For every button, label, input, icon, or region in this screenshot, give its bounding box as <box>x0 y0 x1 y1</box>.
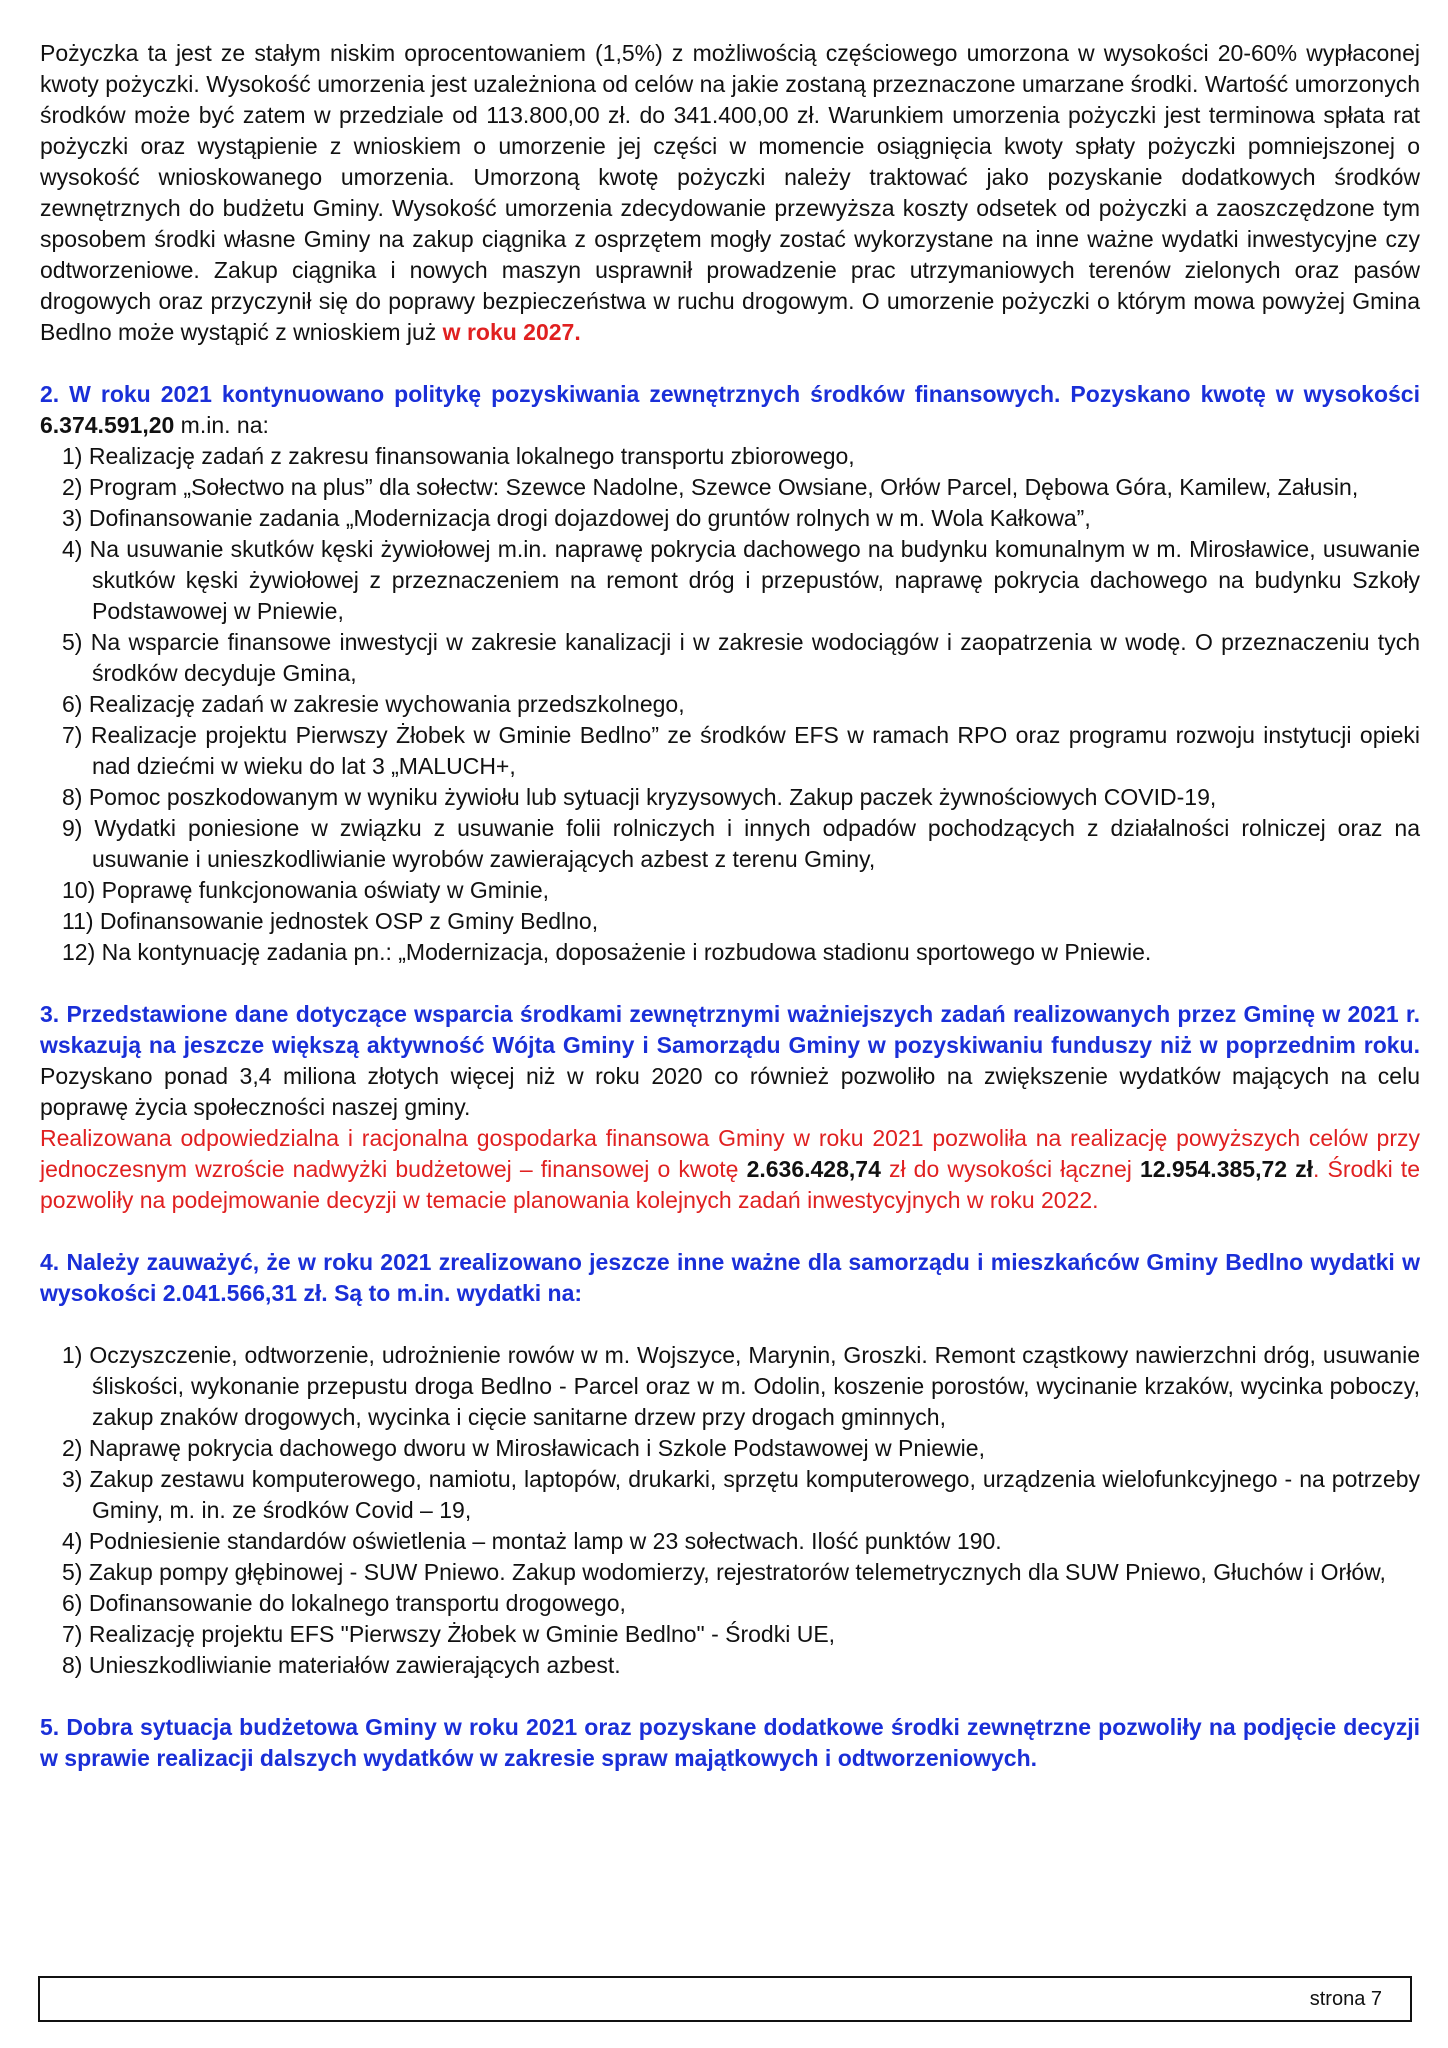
list-item: 1) Realizację zadań z zakresu finansowania lokalnego transportu zbiorowego, <box>62 443 855 469</box>
section-2-heading-text: 2. W roku 2021 kontynuowano politykę pozyskiwania zewnętrznych środków finansowych. Pozyskano kwotę w wysokości <box>40 381 1420 407</box>
section-3-amount-2: 12.954.385,72 zł <box>1139 1156 1314 1182</box>
list-item: 6) Realizację zadań w zakresie wychowania przedszkolnego, <box>62 691 685 717</box>
list-item: 4) Na usuwanie skutków kęski żywiołowej m.in. naprawę pokrycia dachowego na budynku komunalnym w m. Mirosławice, usuwanie skutków kęski żywiołowej z przeznaczeniem na remont dróg i przepustów, naprawę pokrycia dachowego na budynku Szkoły Podstawowej w Pniewie, <box>62 536 1420 624</box>
page-footer <box>38 1976 1412 2022</box>
section-3-paragraph <box>40 999 1420 1123</box>
section-4-list <box>40 1340 1420 1681</box>
list-item: 8) Pomoc poszkodowanym w wyniku żywiołu lub sytuacji kryzysowych. Zakup paczek żywnościowych COVID-19, <box>62 784 1217 810</box>
section-2-list <box>40 441 1420 968</box>
section-2-after: m.in. na: <box>174 412 269 438</box>
intro-highlight: w roku 2027. <box>442 319 581 345</box>
intro-paragraph <box>40 38 1420 348</box>
list-item: 1) Oczyszczenie, odtworzenie, udrożnienie rowów w m. Wojszyce, Marynin, Groszki. Remont cząstkowy nawierzchni dróg, usuwanie śliskości, wykonanie przepustu droga Bedlno - Parcel oraz w m. Odolin, koszenie porostów, wycinanie krzaków, wycinka poboczy, zakup znaków drogowych, wycinka i cięcie sanitarne drzew przy drogach gminnych, <box>62 1342 1420 1430</box>
section-4-heading: 4. Należy zauważyć, że w roku 2021 zrealizowano jeszcze inne ważne dla samorządu i mieszkańców Gminy Bedlno wydatki w wysokości 2.041.566,31 zł. Są to m.in. wydatki na: <box>40 1249 1420 1306</box>
intro-text: Pożyczka ta jest ze stałym niskim oprocentowaniem (1,5%) z możliwością częściowego umorzona w wysokości 20-60% wypłaconej kwoty pożyczki. Wysokość umorzenia jest uzależniona od celów na jakie zostaną przeznaczone umarzane środki. Wartość umorzonych środków może być zatem w przedziale od 113.800,00 zł. do 341.400,00 zł. Warunkiem umorzenia pożyczki jest terminowa spłata rat pożyczki oraz wystąpienie z wnioskiem o umorzenie jej części w momencie osiągnięcia kwoty spłaty pożyczki pomniejszonej o wysokość wnioskowanego umorzenia. Umorzoną kwotę pożyczki należy traktować jako pozyskanie dodatkowych środków zewnętrznych do budżetu Gminy. Wysokość umorzenia zdecydowanie przewyższa koszty odsetek od pożyczki a zaoszczędzone tym sposobem środki własne Gminy na zakup ciągnika z osprzętem mogły zostać wykorzystane na inne ważne wydatki inwestycyjne czy odtworzeniowe. Zakup ciągnika i nowych maszyn usprawnił prowadzenie prac utrzymaniowych terenów zielonych oraz pasów drogowych oraz przyczynił się do poprawy bezpieczeństwa w ruchu drogowym. O umorzenie pożyczki o którym mowa powyżej Gmina Bedlno może wystąpić z wnioskiem już <box>40 40 1420 345</box>
list-item: 2) Program „Sołectwo na plus” dla sołectw: Szewce Nadolne, Szewce Owsiane, Orłów Parcel, Dębowa Góra, Kamilew, Załusin, <box>62 474 1359 500</box>
section-2-amount: 6.374.591,20 <box>40 412 175 438</box>
section-3-red-1: Realizowana odpowiedzialna i racjonalna gospodarka finansowa Gminy w roku 2021 pozwoliła na realizację powyższych celów przy jednoczesnym wzroście nadwyżki budżetowej – finansowej o kwotę <box>40 1125 1420 1182</box>
list-item: 5) Na wsparcie finansowe inwestycji w zakresie kanalizacji i w zakresie wodociągów i zaopatrzenia w wodę. O przeznaczeniu tych środków decyduje Gmina, <box>62 629 1420 686</box>
list-item: 4) Podniesienie standardów oświetlenia – montaż lamp w 23 sołectwach. Ilość punktów 190. <box>62 1528 1002 1554</box>
section-3-red-3: . Środki te pozwoliły na podejmowanie decyzji w temacie planowania kolejnych zadań inwestycyjnych w roku 2022. <box>40 1156 1420 1213</box>
page-number: strona 7 <box>1309 1988 1382 2010</box>
spacer <box>40 1309 1420 1340</box>
list-item: 10) Poprawę funkcjonowania oświaty w Gminie, <box>62 877 550 903</box>
list-item: 8) Unieszkodliwianie materiałów zawierających azbest. <box>62 1652 621 1678</box>
list-item: 2) Naprawę pokrycia dachowego dworu w Mirosławicach i Szkole Podstawowej w Pniewie, <box>62 1435 985 1461</box>
list-item: 12) Na kontynuację zadania pn.: „Modernizacja, doposażenie i rozbudowa stadionu sportowego w Pniewie. <box>62 939 1152 965</box>
list-item: 6) Dofinansowanie do lokalnego transportu drogowego, <box>62 1590 626 1616</box>
section-2 <box>40 379 1420 968</box>
section-4 <box>40 1247 1420 1681</box>
section-3-text: Pozyskano ponad 3,4 miliona złotych więcej niż w roku 2020 co również pozwoliło na zwiększenie wydatków mających na celu poprawę życia społeczności naszej gminy. <box>40 1063 1420 1120</box>
list-item: 7) Realizację projektu EFS "Pierwszy Żłobek w Gminie Bedlno" - Środki UE, <box>62 1621 836 1647</box>
list-item: 9) Wydatki poniesione w związku z usuwanie folii rolniczych i innych odpadów pochodzących z działalności rolniczej oraz na usuwanie i unieszkodliwianie wyrobów zawierających azbest z terenu Gminy, <box>62 815 1420 872</box>
document-page <box>40 38 1420 1774</box>
section-2-heading <box>40 379 1420 441</box>
section-5 <box>40 1712 1420 1774</box>
section-5-heading: 5. Dobra sytuacja budżetowa Gminy w roku 2021 oraz pozyskane dodatkowe środki zewnętrzne pozwoliły na podjęcie decyzji w sprawie realizacji dalszych wydatków w zakresie spraw majątkowych i odtworzeniowych. <box>40 1714 1420 1771</box>
section-3-red-paragraph <box>40 1123 1420 1216</box>
section-3-red-2: zł do wysokości łącznej <box>880 1156 1140 1182</box>
list-item: 5) Zakup pompy głębinowej - SUW Pniewo. Zakup wodomierzy, rejestratorów telemetrycznych dla SUW Pniewo, Głuchów i Orłów, <box>62 1559 1386 1585</box>
list-item: 11) Dofinansowanie jednostek OSP z Gminy Bedlno, <box>62 908 599 934</box>
section-3-amount-1: 2.636.428,74 <box>746 1156 881 1182</box>
section-3-heading: 3. Przedstawione dane dotyczące wsparcia środkami zewnętrznymi ważniejszych zadań realizowanych przez Gminę w 2021 r. wskazują na jeszcze większą aktywność Wójta Gminy i Samorządu Gminy w pozyskiwaniu funduszy niż w poprzednim roku. <box>40 1001 1420 1058</box>
list-item: 3) Zakup zestawu komputerowego, namiotu, laptopów, drukarki, sprzętu komputerowego, urządzenia wielofunkcyjnego - na potrzeby Gminy, m. in. ze środków Covid – 19, <box>62 1466 1420 1523</box>
section-3 <box>40 999 1420 1216</box>
list-item: 7) Realizacje projektu Pierwszy Żłobek w Gminie Bedlno” ze środków EFS w ramach RPO oraz programu rozwoju instytucji opieki nad dziećmi w wieku do lat 3 „MALUCH+, <box>62 722 1420 779</box>
list-item: 3) Dofinansowanie zadania „Modernizacja drogi dojazdowej do gruntów rolnych w m. Wola Kałkowa”, <box>62 505 1091 531</box>
